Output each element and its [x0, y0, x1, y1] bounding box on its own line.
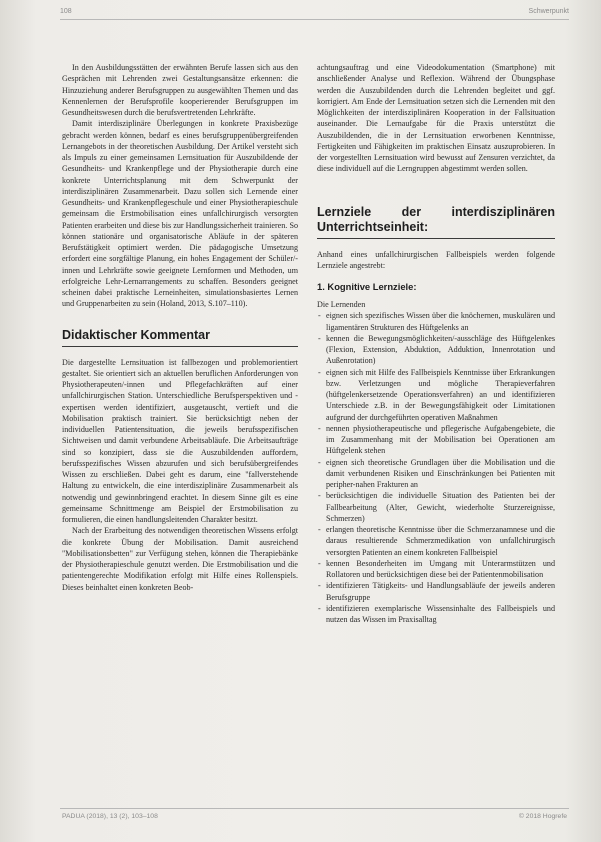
paragraph: Damit interdisziplinäre Überlegungen in konkrete Praxisbezüge gebracht werden können, bedarf es eines berufsgruppenübergreifenden Lernangebots in der theoretischen Ausbildung. Der Artikel versteht sich als Impuls zu einer gemeinsamen Lernsituation für Auszubildende der Gesundheits- und Krankenpflege und der Physiotherapie durch eine konkrete Unterrichtsplanung mit dem Schwerpunkt der interdisziplinären Zusammenarbeit. Dazu sollen sich Lernende einer Gesundheits- und Krankenpflegeschule und einer Physiotherapieschule gemeinsam die Erstmobilisation eines unfallchirurgisch versorgten Patienten erarbeiten und diese bis zur Handlungssicherheit trainieren. So können stationäre und organisatorische Abläufe in der späteren Berufstätigkeit optimiert werden. Die pädagogische Umsetzung erfordert eine sorgfältige Planung, ein hohes Engagement der Schüler/-innen und Lehrkräfte sowie geeignete Lernformen und Methoden, um erfolgreiche Lehr-Lernarrangements zu schaffen. Besonders geeignet scheinen dabei praktische Lerneinheiten, simulationsbasiertes Lernen und Gruppenarbeiten zu sein (Holand, 2013, S.107–110). — [62, 119, 298, 309]
list-item: - identifizieren exemplarische Wissensinhalte des Fallbeispiels und nutzen das Wissen im Praxisalltag — [317, 603, 555, 626]
right-column — [317, 62, 555, 625]
section-label: Schwerpunkt — [528, 8, 569, 15]
running-head — [0, 0, 601, 22]
list-item: - eignen sich spezifisches Wissen über die knöchernen, muskulären und ligamentären Strukturen des Hüftgelenks an — [317, 310, 555, 333]
header-rule — [60, 19, 569, 20]
paragraph: Die dargestellte Lernsituation ist fallbezogen und problemorientiert gestaltet. Sie orientiert sich an aktuellen beruflichen Anforderungen von Physiotherapeuten/-innen und Pflegefachkräften auf einer unfallchirurgischen Station. Unterschiedliche Berufsperspektiven und -expertisen werden identifiziert, ausgetauscht, vertieft und die Mobilisation praktisch trainiert. Sie berücksichtigt neben der individuellen Patientensituation, die jeweils berufsspezifischen Sichtweisen und damit verbundene Arbeitsabläufe. Die Arbeitsaufträge sind so konzipiert, dass sie die Auszubildenden auffordern, berufsspezifisches Wissen abzurufen und sich berufsübergreifendes Wissen zu erschließen. Dabei geht es darum, eine "fallverstehende Haltung zu entwickeln, die eine interdisziplinäre Zusammenarbeit als notwendig und gewinnbringend erachtet. In diesem Sinne gilt es eine gemeinsame Schnittmenge am Beispiel der Erstmobilisation zu formulieren, die einen handlungsleitenden Charakter besitzt. — [62, 357, 298, 524]
list-item: - berücksichtigen die individuelle Situation des Patienten bei der Fallbearbeitung (Alter, Gewicht, wiederholte Sturzereignisse, Schmerzen) — [317, 490, 555, 524]
publisher: © 2018 Hogrefe — [518, 813, 567, 820]
list-item: - kennen die Bewegungsmöglichkeiten/-ausschläge des Hüftgelenkes (Flexion, Extension, Abduktion, Adduktion, Innenrotation und Außenrotation) — [317, 333, 555, 367]
list-item: - kennen Besonderheiten im Umgang mit Unterarmstützen und Rollatoren und berücksichtigen diese bei der Patientenmobilisation — [317, 558, 555, 581]
left-column — [62, 62, 298, 593]
list-item: - eignen sich theoretische Grundlagen über die Mobilisation und die damit verbundenen Risiken und Einschränkungen bei Patienten mit peripher-nahen Frakturen an — [317, 457, 555, 491]
list-item: - erlangen theoretische Kenntnisse über die Schmerzanamnese und die daraus resultierende Schmerzmedikation von unfallchirurgisch versorgten Patienten an einem konkreten Fallbeispiel — [317, 524, 555, 558]
section-intro: Anhand eines unfallchirurgischen Fallbeispiels werden folgende Lernziele angestrebt: — [317, 249, 555, 270]
section-heading-learning-goals: Lernziele der interdisziplinären Unterrichtseinheit: — [317, 205, 555, 239]
footer-rule — [60, 808, 569, 809]
paragraph: Nach der Erarbeitung des notwendigen theoretischen Wissens erfolgt die konkrete Übung der Mobilisation. Damit ausreichend "Mobilisationsbetten" zur Verfügung stehen, können die Therapiebänke der Physiotherapieschule genutzt werden. Die Erstmobilisation und die patientengerechte Modifikation erfolgt mit Hilfe eines Rollenspiels. Dieses beinhaltet einen konkreten Beob- — [62, 526, 298, 592]
citation: PADUA (2018), 13 (2), 103–108 — [62, 813, 158, 820]
subsection-heading-cognitive: 1. Kognitive Lernziele: — [317, 281, 417, 292]
list-intro: Die Lernenden — [317, 300, 366, 309]
paragraph: In den Ausbildungsstätten der erwähnten Berufe lassen sich aus den Gesprächen mit Lehrenden zwei Gestaltungsansätze erkennen: die Hinzuziehung anderer Berufsgruppen zu ausgewählten Themen und das Kennenlernen der Berufsprofile kooperierender Berufsgruppen im Gesundheitswesen durch die berufsvertretenden Lehrkräfte. — [62, 63, 298, 117]
objectives-list — [317, 310, 555, 625]
list-item: - identifizieren Tätigkeits- und Handlungsabläufe der jeweils anderen Berufsgruppe — [317, 580, 555, 603]
page-number: 108 — [60, 8, 72, 15]
paragraph: achtungsauftrag und eine Videodokumentation (Smartphone) mit anschließender Analyse und Reflexion. Während der Übungsphase werden die Auszubildenden durch die Lehrenden begleitet und ggf. korrigiert. Am Ende der Lernsituation setzen sich die Lernenden mit den Möglichkeiten der interdisziplinären Kooperation in der Fallsituation auseinander. Die Lernaufgabe für die Praxis unterstützt die Auszubildenden, die in der Lernsituation erworbenen Kenntnisse, Fertigkeiten und Fähigkeiten im praktischen Einsatz auszuprobieren. In der vorgestellten Lernsituation wird bewusst auf Zensuren verzichtet, da diese individuell auf die Lerngruppen abgestimmt werden sollen. — [317, 63, 555, 174]
list-item: - eignen sich mit Hilfe des Fallbeispiels Kenntnisse über Erkrankungen bzw. Verletzungen und mögliche Therapieverfahren (hüftgelenkersetzende Operationsverfahren) an und identifizieren Unterschiede z.B. in der Bewegungsfähigkeit oder Limitationen aufgrund der durchgeführten operativen Maßnahmen — [317, 367, 555, 423]
section-heading-didactic: Didaktischer Kommentar — [62, 328, 298, 347]
list-item: - nennen physiotherapeutische und pflegerische Aufgabengebiete, die im Zusammenhang mit der Mobilisation bei Operationen am Hüftgelenk stehen — [317, 423, 555, 457]
